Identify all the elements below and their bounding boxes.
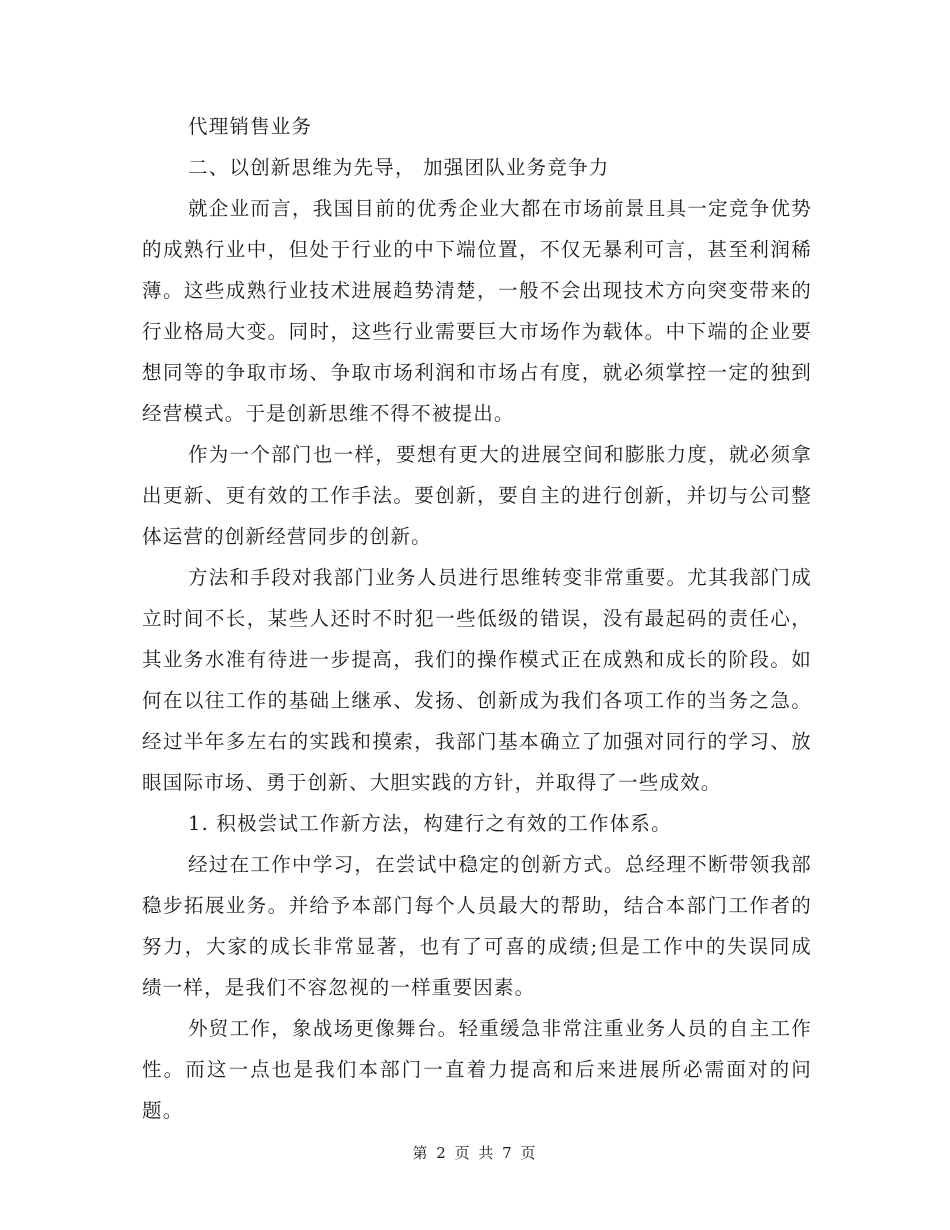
paragraph: 经过在工作中学习，在尝试中稳定的创新方式。总经理不断带领我部稳步拓展业务。并给予本部门每个人员最大的帮助，结合本部门工作者的努力，大家的成长非常显著，也有了可喜的成绩;但是工作中的失误同成绩一样，是我们不容忽视的一样重要因素。 [142, 853, 812, 999]
paragraph-continuation: 代理销售业务 [188, 115, 313, 138]
paragraph: 外贸工作，象战场更像舞台。轻重缓急非常注重业务人员的自主工作性。而这一点也是我们本部门一直着力提高和后来进展所必需面对的问题。 [142, 1017, 812, 1122]
paragraph: 就企业而言，我国目前的优秀企业大都在市场前景且具一定竞争优势的成熟行业中，但处于行业的中下端位置，不仅无暴利可言，甚至利润稀薄。这些成熟行业技术进展趋势清楚，一般不会出现技术方向突变带来的行业格局大变。同时，这些行业需要巨大市场作为载体。中下端的企业要想同等的争取市场、争取市场利润和市场占有度，就必须掌控一定的独到经营模式。于是创新思维不得不被提出。 [142, 197, 812, 425]
section-heading: 二、以创新思维为先导， 加强团队业务竞争力 [188, 156, 610, 179]
paragraph: 作为一个部门也一样，要想有更大的进展空间和膨胀力度，就必须拿出更新、更有效的工作手法。要创新，要自主的进行创新，并切与公司整体运营的创新经营同步的创新。 [142, 443, 812, 548]
page-number-footer: 第 2 页 共 7 页 [412, 1144, 538, 1162]
document-body [142, 106, 812, 1131]
subsection-heading: 1. 积极尝试工作新方法，构建行之有效的工作体系。 [188, 812, 672, 835]
paragraph: 方法和手段对我部门业务人员进行思维转变非常重要。尤其我部门成立时间不长，某些人还时不时犯一些低级的错误，没有最起码的责任心，其业务水准有待进一步提高，我们的操作模式正在成熟和成长的阶段。如何在以往工作的基础上继承、发扬、创新成为我们各项工作的当务之急。经过半年多左右的实践和摸索，我部门基本确立了加强对同行的学习、放眼国际市场、勇于创新、大胆实践的方针，并取得了一些成效。 [142, 566, 812, 794]
